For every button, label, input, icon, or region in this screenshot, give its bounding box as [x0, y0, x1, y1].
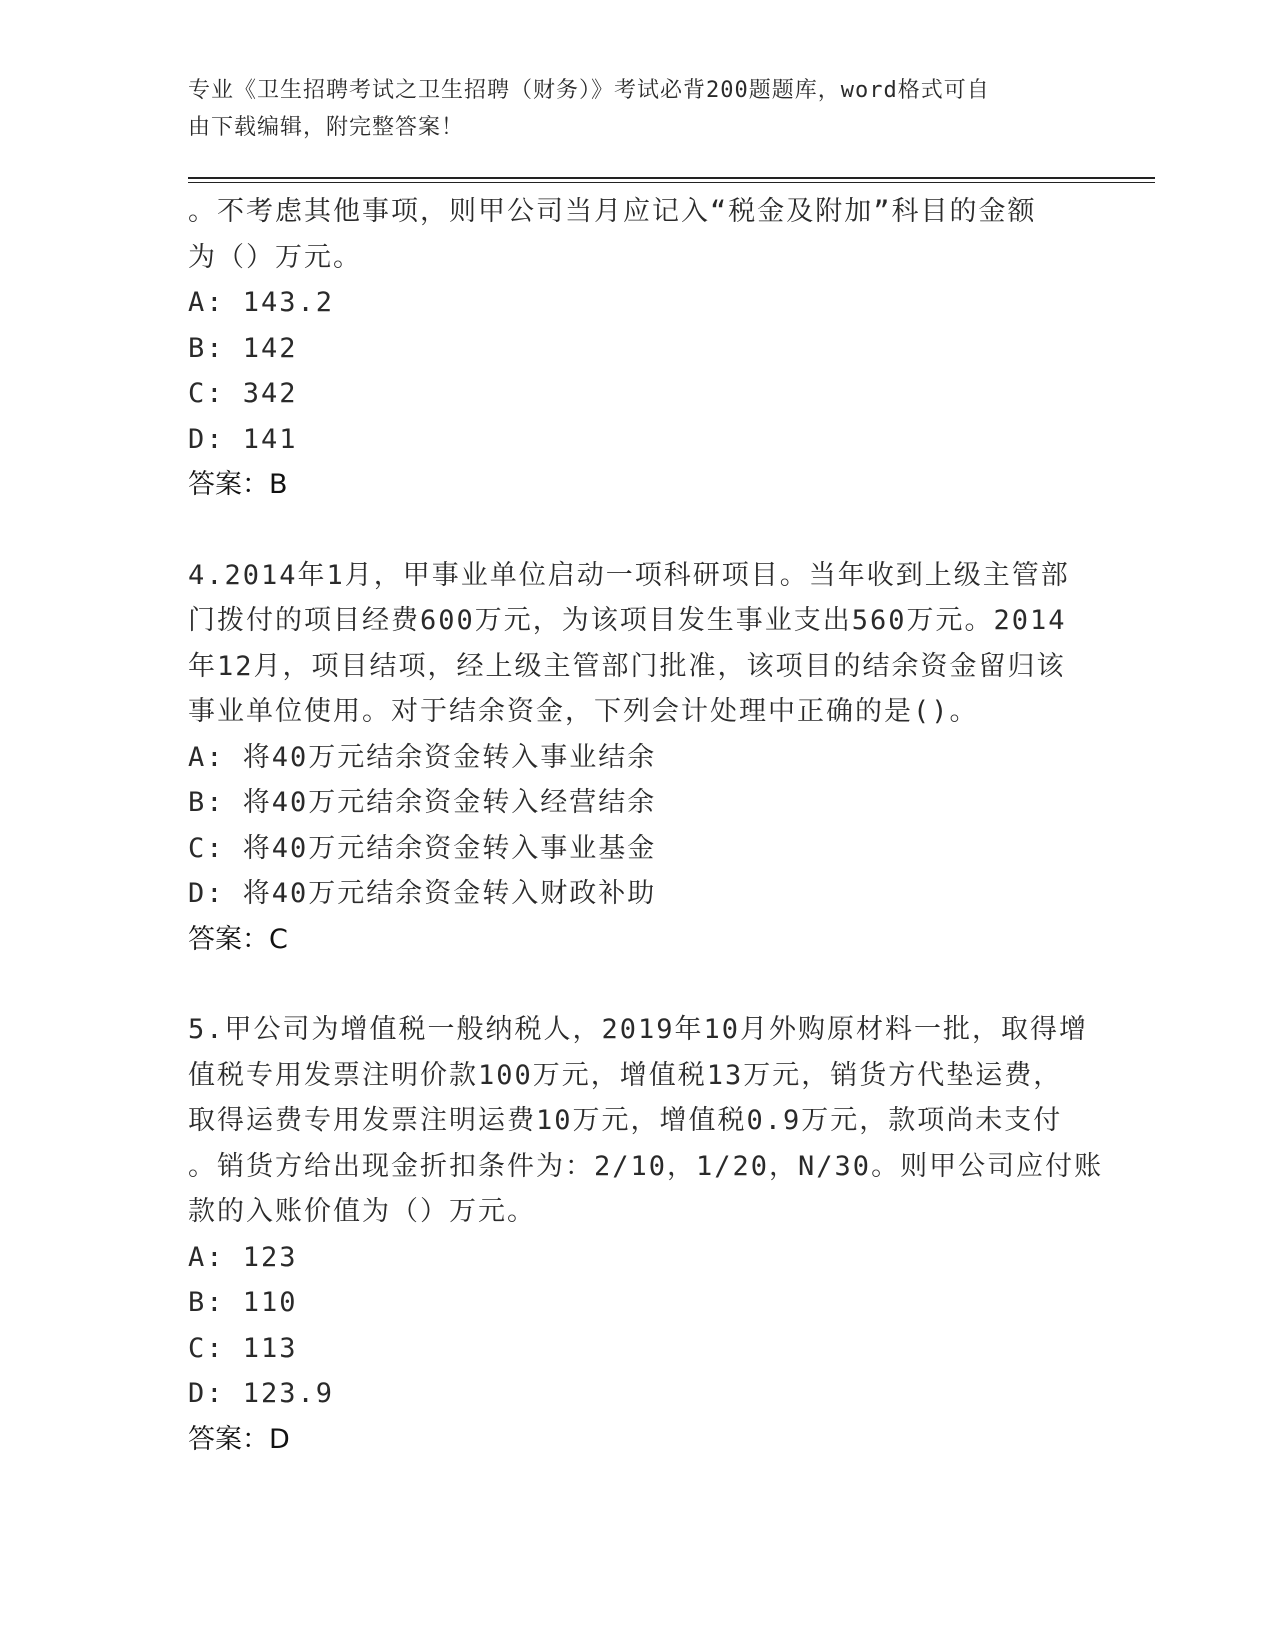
option-b: B: 142: [188, 332, 298, 364]
header-divider-thin: [188, 182, 1155, 183]
answer-label: 答案：B: [188, 469, 288, 500]
option-b: B: 110: [188, 1287, 298, 1318]
option-a: A: 143.2: [188, 287, 335, 318]
option-d: D: 将40万元结余资金转入财政补助: [188, 878, 657, 909]
question-4: [188, 553, 1088, 963]
question-stem-line: 年12月，项目结项，经上级主管部门批准，该项目的结余资金留归该: [188, 650, 1066, 682]
question-list: [188, 189, 1104, 1462]
header-line-1: 专业《卫生招聘考试之卫生招聘（财务）》考试必背200题题库，word格式可自: [188, 78, 990, 103]
option-b: B: 将40万元结余资金转入经营结余: [188, 787, 657, 818]
question-stem-line: 取得运费专用发票注明运费10万元，增值税0.9万元，款项尚未支付: [188, 1105, 1063, 1136]
option-c: C: 将40万元结余资金转入事业基金: [188, 832, 657, 864]
option-a: A: 将40万元结余资金转入事业结余: [188, 741, 657, 773]
question-stem-line: 。不考虑其他事项，则甲公司当月应记入“税金及附加”科目的金额: [188, 196, 1037, 227]
option-d: D: 123.9: [188, 1378, 335, 1409]
header-divider-thick: [188, 177, 1155, 179]
question-stem-line: 4.2014年1月，甲事业单位启动一项科研项目。当年收到上级主管部: [188, 559, 1070, 591]
question-stem-line: 值税专用发票注明价款100万元，增值税13万元，销货方代垫运费，: [188, 1059, 1063, 1091]
question-stem-line: 。销货方给出现金折扣条件为：2/10，1/20，N/30。则甲公司应付账: [188, 1150, 1104, 1182]
question-spacer: [188, 962, 1088, 1007]
document-header: [188, 72, 1068, 146]
question-spacer: [188, 508, 1088, 553]
header-line-2: 由下载编辑，附完整答案！: [188, 115, 465, 140]
question-5: [188, 1007, 1104, 1462]
answer-label: 答案：C: [188, 923, 288, 955]
question-stem-line: 事业单位使用。对于结余资金，下列会计处理中正确的是()。: [188, 696, 979, 727]
question-stem-line: 5.甲公司为增值税一般纳税人，2019年10月外购原材料一批，取得增: [188, 1014, 1089, 1045]
option-c: C: 113: [188, 1332, 298, 1364]
question-3: [188, 189, 1088, 508]
answer-label: 答案：D: [188, 1423, 290, 1455]
question-stem-line: 门拨付的项目经费600万元，为该项目发生事业支出560万元。2014: [188, 605, 1067, 636]
question-stem-line: 款的入账价值为（）万元。: [188, 1196, 536, 1227]
question-stem-line: 为（）万元。: [188, 241, 362, 273]
option-a: A: 123: [188, 1241, 298, 1273]
option-d: D: 141: [188, 423, 298, 455]
option-c: C: 342: [188, 378, 298, 409]
